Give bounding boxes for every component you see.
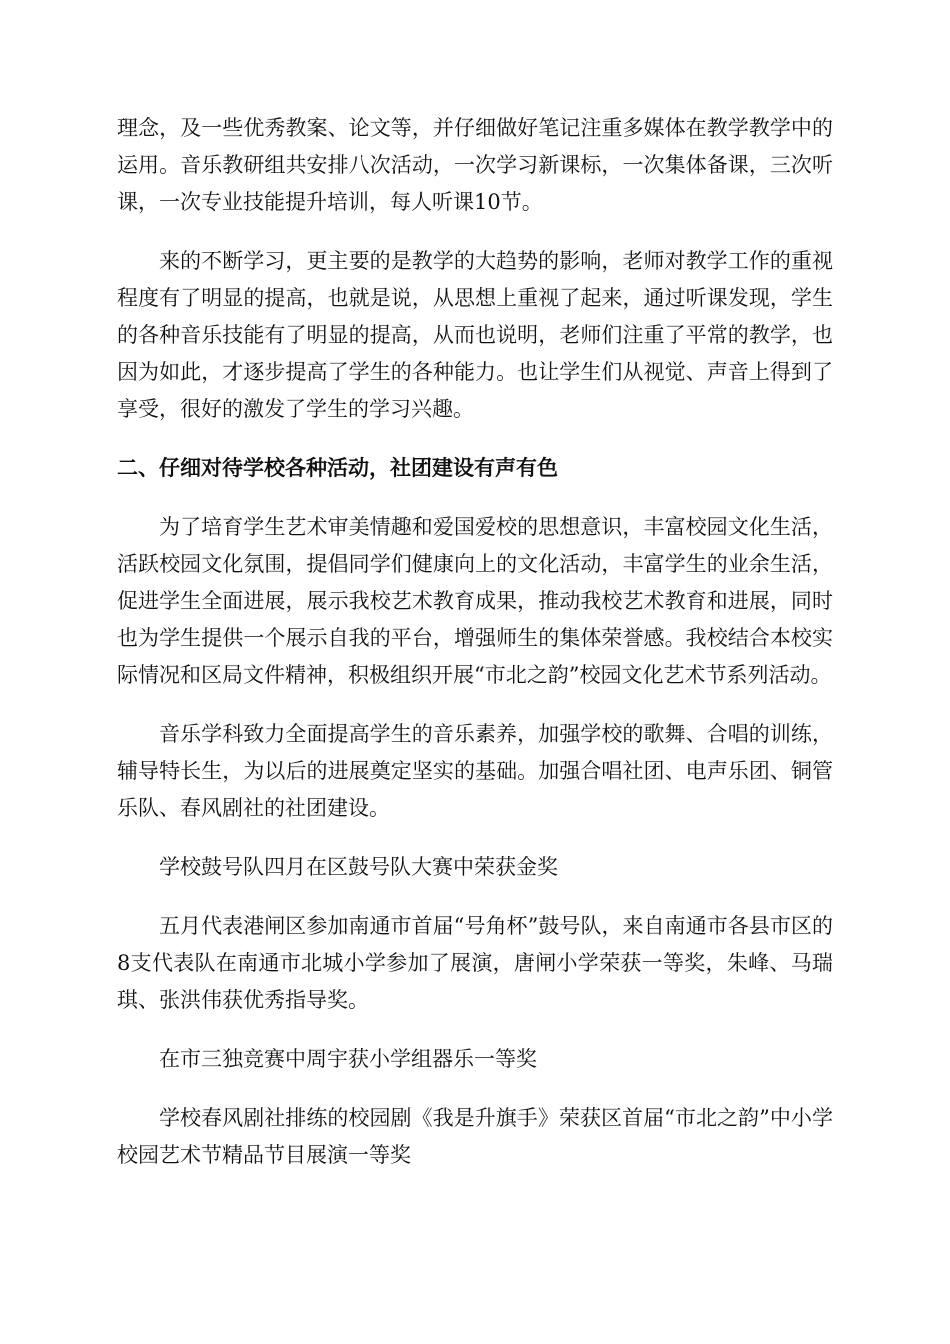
section-heading-activities: 二、仔细对待学校各种活动，社团建设有声有色 (117, 456, 558, 480)
paragraph-music-clubs: 音乐学科致力全面提高学生的音乐素养，加强学校的歌舞、合唱的训练，辅导特长生，为以后的进展奠定坚实的基础。加强合唱社团、电声乐团、铜管乐队、春风剧社的社团建设。 (117, 722, 833, 820)
document-body (117, 110, 833, 1196)
paragraph-horn-cup: 五月代表港闸区参加南通市首届“号角杯”鼓号队，来自南通市各县市区的8支代表队在南通市北城小学参加了展演，唐闸小学荣获一等奖，朱峰、马瑞琪、张洪伟获优秀指导奖。 (117, 914, 833, 1012)
paragraph-solo-contest: 在市三独竞赛中周宇获小学组器乐一等奖 (159, 1047, 537, 1071)
paragraph-learning-effects: 来的不断学习，更主要的是教学的大趋势的影响，老师对教学工作的重视程度有了明显的提高，也就是说，从思想上重视了起来，通过听课发现，学生的各种音乐技能有了明显的提高，从而也说明，老师们注重了平常的教学，也因为如此，才逐步提高了学生的各种能力。也让学生们从视觉、声音上得到了享受，很好的激发了学生的学习兴趣。 (117, 249, 833, 421)
paragraph-teaching-notes: 理念，及一些优秀教案、论文等，并仔细做好笔记注重多媒体在教学教学中的运用。音乐教研组共安排八次活动，一次学习新课标，一次集体备课，三次听课，一次专业技能提升培训，每人听课10节。 (117, 116, 833, 214)
paragraph-drum-corps-award: 学校鼓号队四月在区鼓号队大赛中荣获金奖 (159, 855, 558, 879)
paragraph-campus-drama: 学校春风剧社排练的校园剧《我是升旗手》荣获区首届“市北之韵”中小学校园艺术节精品节目展演一等奖 (117, 1106, 833, 1167)
paragraph-art-festival: 为了培育学生艺术审美情趣和爱国爱校的思想意识，丰富校园文化生活，活跃校园文化氛围，提倡同学们健康向上的文化活动，丰富学生的业余生活，促进学生全面进展，展示我校艺术教育成果，推动我校艺术教育和进展，同时也为学生提供一个展示自我的平台，增强师生的集体荣誉感。我校结合本校实际情况和区局文件精神，积极组织开展“市北之韵”校园文化艺术节系列活动。 (117, 515, 833, 687)
